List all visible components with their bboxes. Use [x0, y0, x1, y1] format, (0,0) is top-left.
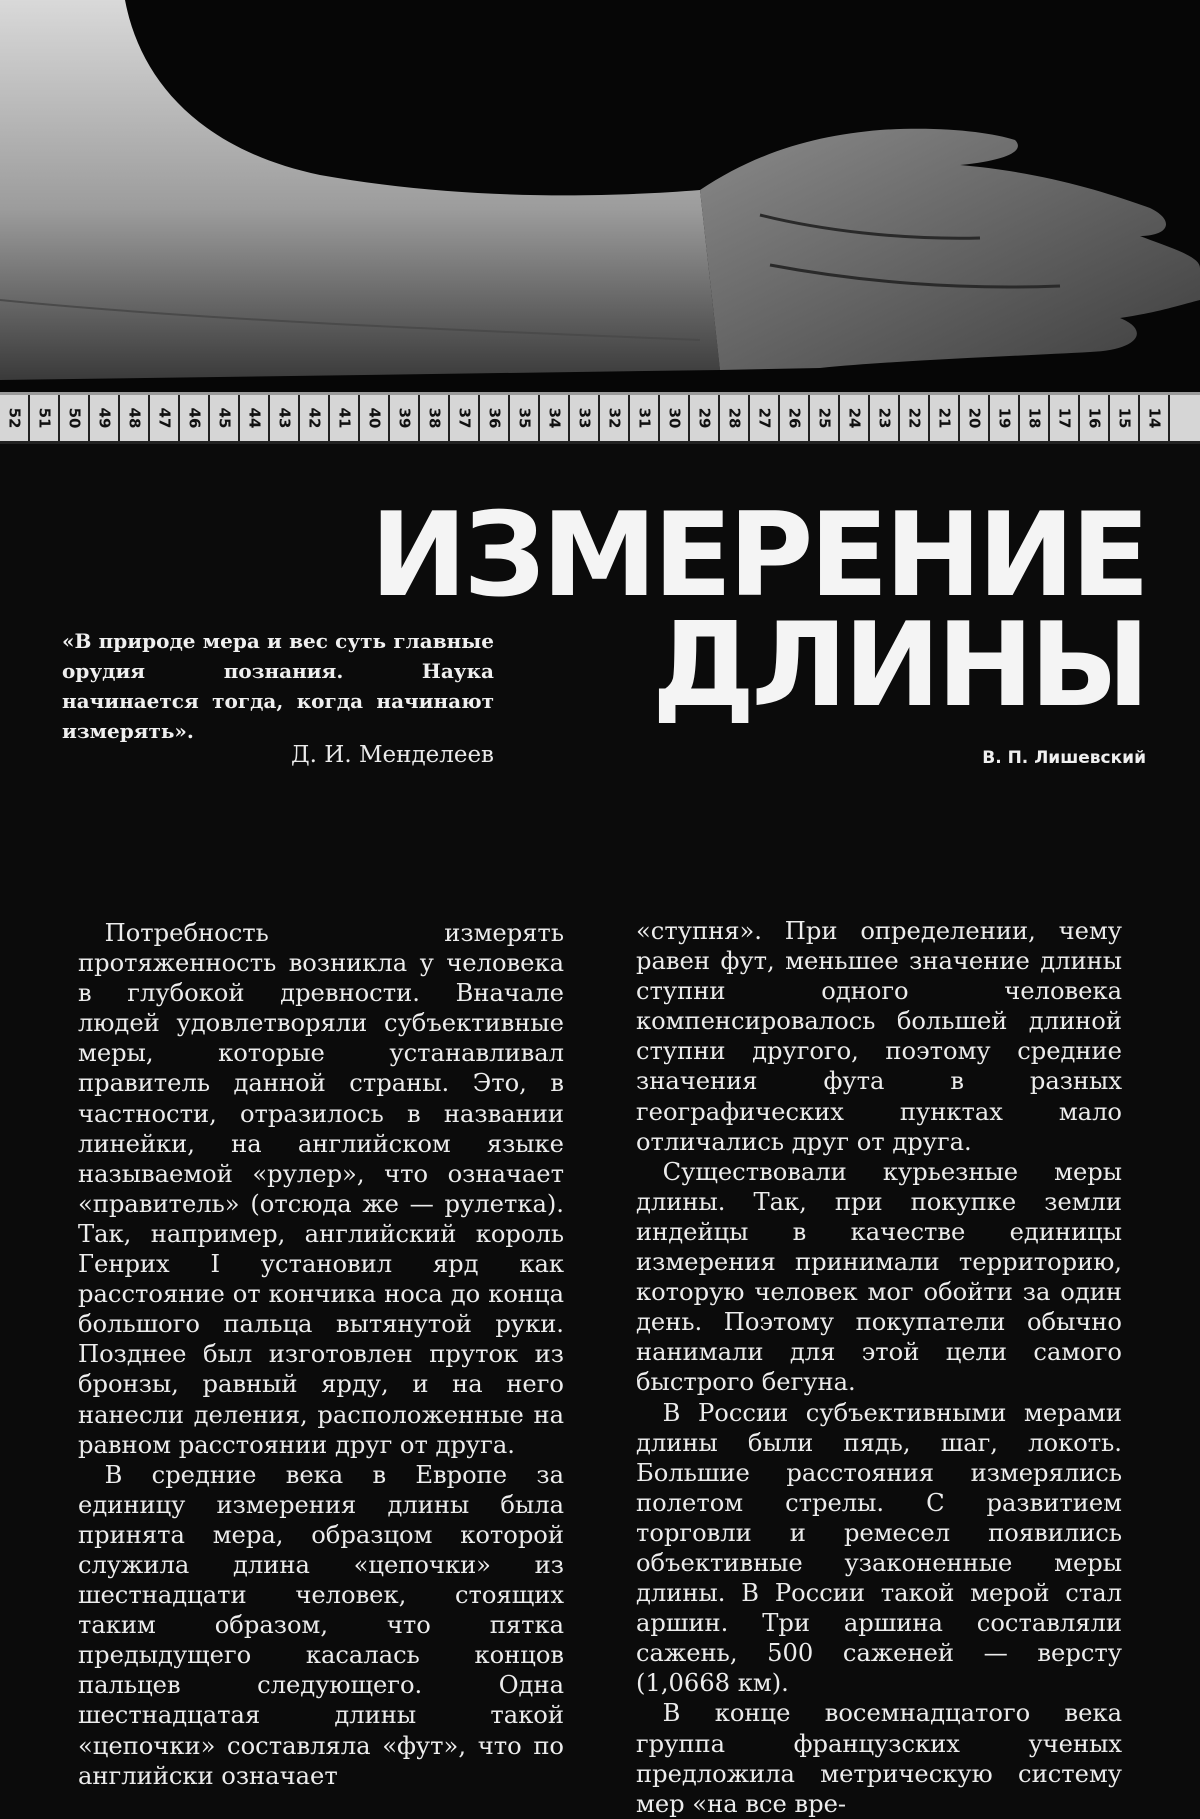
title-line-2: ДЛИНЫ [651, 598, 1146, 733]
ruler-number-label: 52 [5, 407, 23, 429]
ruler-number [330, 395, 360, 441]
ruler-number-label: 33 [575, 407, 593, 429]
ruler-number [930, 395, 960, 441]
ruler-number-label: 23 [875, 407, 893, 429]
ruler-number [690, 395, 720, 441]
ruler-number [750, 395, 780, 441]
ruler-number-label: 16 [1085, 407, 1103, 429]
ruler-number-label: 22 [905, 407, 923, 429]
ruler-number-label: 31 [635, 407, 653, 429]
ruler-number-label: 47 [155, 407, 173, 429]
ruler-number [1140, 395, 1170, 441]
author-name: В. П. Лишевский [982, 748, 1146, 768]
ruler-number [300, 395, 330, 441]
ruler-number-label: 49 [95, 407, 113, 429]
ruler-number-label: 43 [275, 407, 293, 429]
ruler-number [540, 395, 570, 441]
ruler-number [630, 395, 660, 441]
ruler-number-label: 29 [695, 407, 713, 429]
ruler-number-label: 35 [515, 407, 533, 429]
paragraph: «ступня». При определении, чему равен фут, меньшее значение длины ступни одного человека компенсировалось большей длиной ступни другого, поэтому средние значения фута в разных географических пунктах мало отличались друг от друга. [636, 917, 1122, 1156]
ruler-number [960, 395, 990, 441]
ruler-number-label: 24 [845, 407, 863, 429]
ruler-number-label: 45 [215, 407, 233, 429]
ruler-number [1080, 395, 1110, 441]
ruler-number-label: 32 [605, 407, 623, 429]
ruler-number [180, 395, 210, 441]
ruler-number [270, 395, 300, 441]
ruler-number [0, 395, 30, 441]
ruler-number [60, 395, 90, 441]
ruler-number-label: 14 [1145, 407, 1163, 429]
ruler-number [390, 395, 420, 441]
paragraph: В России субъективными мерами длины были пядь, шаг, локоть. Большие расстояния измерялись полетом стрелы. С развитием торговли и ремесел появились объективные узаконенные меры длины. В России такой мерой стал аршин. Три аршина составляли сажень, 500 саженей — версту (1,0668 км). [636, 1398, 1122, 1698]
ruler-number-label: 28 [725, 407, 743, 429]
ruler-number [450, 395, 480, 441]
ruler-number [900, 395, 930, 441]
ruler-number-label: 51 [35, 407, 53, 429]
ruler-number [600, 395, 630, 441]
ruler-number [780, 395, 810, 441]
ruler-number [240, 395, 270, 441]
paragraph: В средние века в Европе за единицу измерения длины была принята мера, образцом которой служила длина «цепочки» из шестнадцати человек, стоящих таким образом, что пятка предыдущего касалась концов пальцев следующего. Одна шестнадцатая длины такой «цепочки» составляла «фут», что по английски означает [78, 1460, 564, 1790]
body-column-left [78, 918, 564, 1791]
ruler-number-label: 46 [185, 407, 203, 429]
title-line-1: ИЗМЕРЕНИЕ [370, 488, 1146, 623]
ruler-number [660, 395, 690, 441]
ruler-number [1050, 395, 1080, 441]
ruler-number [1110, 395, 1140, 441]
ruler-number-label: 44 [245, 407, 263, 429]
ruler-number [990, 395, 1020, 441]
ruler-number [570, 395, 600, 441]
ruler-number-label: 37 [455, 407, 473, 429]
arm-hand-photo [0, 0, 1200, 392]
ruler-number-label: 41 [335, 407, 353, 429]
ruler-number [810, 395, 840, 441]
ruler-number [510, 395, 540, 441]
ruler-number-label: 38 [425, 407, 443, 429]
paragraph: Потребность измерять протяженность возникла у человека в глубокой древности. Вначале людей удовлетворяли субъективные меры, которые устанавливал правитель данной страны. Это, в частности, отразилось в названии линейки, на английском языке называемой «рулер», что означает «правитель» (отсюда же — рулетка). Так, например, английский король Генрих I установил ярд как расстояние от кончика носа до конца большого пальца вытянутой руки. Позднее был изготовлен пруток из бронзы, равный ярду, и на него нанесли деления, расположенные на равном расстоянии друг от друга. [78, 919, 564, 1459]
ruler-number [90, 395, 120, 441]
ruler-number [720, 395, 750, 441]
ruler-number-label: 20 [965, 407, 983, 429]
ruler-number-label: 15 [1115, 407, 1133, 429]
ruler-number [1020, 395, 1050, 441]
ruler-number [420, 395, 450, 441]
ruler-number [30, 395, 60, 441]
ruler-number-label: 40 [365, 407, 383, 429]
epigraph-quote: «В природе мера и вес суть главные орудия познания. Наука начинается тогда, когда начинают измерять». [62, 629, 494, 743]
ruler-number-label: 42 [305, 407, 323, 429]
paragraph: Существовали курьезные меры длины. Так, при покупке земли индейцы в качестве единицы измерения принимали территорию, которую человек мог обойти за один день. Поэтому покупатели обычно нанимали для этой цели самого быстрого бегуна. [636, 1157, 1122, 1397]
measuring-tape [0, 392, 1200, 444]
ruler-number-label: 27 [755, 407, 773, 429]
ruler-number [480, 395, 510, 441]
ruler-number-label: 18 [1025, 407, 1043, 429]
ruler-number-label: 30 [665, 407, 683, 429]
ruler-number [120, 395, 150, 441]
ruler-number [870, 395, 900, 441]
arm-hand-icon [0, 0, 1200, 392]
ruler-number-label: 17 [1055, 407, 1073, 429]
ruler-number-label: 50 [65, 407, 83, 429]
paragraph: В конце восемнадцатого века группа французских ученых предложила метрическую систему мер «на все вре- [636, 1699, 1122, 1818]
ruler-number-label: 21 [935, 407, 953, 429]
ruler-number-label: 39 [395, 407, 413, 429]
ruler-number-label: 48 [125, 407, 143, 429]
ruler-number [210, 395, 240, 441]
ruler-number-label: 19 [995, 407, 1013, 429]
body-column-right [636, 916, 1122, 1819]
ruler-number [840, 395, 870, 441]
ruler-track [0, 395, 1200, 441]
ruler-number-label: 25 [815, 407, 833, 429]
ruler-number-label: 36 [485, 407, 503, 429]
ruler-number [360, 395, 390, 441]
ruler-number-label: 34 [545, 407, 563, 429]
epigraph-signature: Д. И. Менделеев [290, 742, 494, 768]
ruler-number [150, 395, 180, 441]
ruler-number-label: 26 [785, 407, 803, 429]
